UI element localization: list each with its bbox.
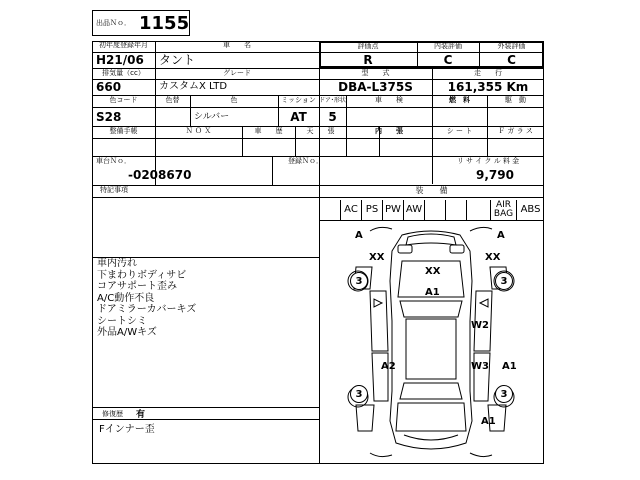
mark-fender-left: XX [369,252,385,263]
label-doors: ドア･形状 [319,97,346,104]
mark-right-door: W2 [471,320,489,331]
label-registration-no: 登録Ｎｏ． [288,157,323,165]
label-nox: Ｎ Ｏ Ｘ [185,127,212,135]
car-name: タント [159,53,196,67]
exterior-grade: C [507,53,516,67]
mark-rear-door-right: W3 [471,361,489,372]
label-transmission: ミッション [281,96,316,104]
equipment-ac: AC [340,200,361,220]
mark-front-left: A [355,230,363,241]
label-color-change: 色替 [165,96,180,104]
note-item: コアサポート歪み [97,281,177,292]
color-code: S28 [96,110,122,124]
interior-grade: C [443,53,453,67]
label-interior-grade: 内装評価 [434,42,462,50]
label-drive: 駆 動 [505,96,526,104]
grade: カスタムX LTD [159,81,228,92]
label-exterior-grade: 外装評価 [497,42,526,50]
label-equipment: 装 備 [415,186,448,195]
note-item: ドアミラーカバーキズ [97,304,197,315]
label-color-code: 色コード [109,96,138,104]
label-fuel: 燃 料 [449,96,470,104]
label-first-registration: 初年度登録年月 [99,41,148,49]
label-history: 車 歴 [254,127,283,135]
transmission: AT [290,110,307,124]
equipment-ps: PS [361,200,382,220]
label-front-glass: Ｆ ガ ラ ス [498,127,533,135]
label-headliner: 天 張 [306,127,335,135]
label-displacement: 排気量（cc） [102,69,145,77]
color: シルバー [194,112,230,122]
label-service-book: 整備手帳 [109,127,138,135]
doors: 5 [328,110,337,124]
label-chassis-no: 車台Ｎｏ． [96,157,131,165]
lot-number-box [92,10,190,36]
mark-rear-door-left: A2 [381,361,396,372]
label-inspection: 車 検 [375,96,403,104]
equipment-blank-1 [424,200,445,220]
tyre-rear-left: 3 [350,385,368,403]
tyre-rear-right: 3 [495,385,513,403]
equipment-blank-2 [445,200,466,220]
score: R [363,53,373,67]
label-score: 評価点 [357,42,379,50]
label-recycle-fee: リ サ イ ク ル 料 金 [456,157,520,165]
mark-hood: XX [425,266,441,277]
mark-roof: A1 [425,287,440,298]
lot-number: 1155 [139,13,190,34]
note-item: 下まわりボディサビ [97,269,187,281]
chassis-no: -0208670 [128,168,192,182]
repair-history-value: 有 [136,410,146,420]
mark-front-right: A [497,230,505,241]
repair-history-detail: Fインナー歪 [99,424,155,435]
label-grade: グレード [223,69,251,77]
car-damage-diagram [320,221,543,463]
recycle-fee: 9,790 [476,168,514,182]
equipment-airbag: AIR BAG [490,200,516,220]
label-color: 色 [230,96,238,104]
label-interior-lining: 内 張 [375,127,403,135]
special-notes-list [97,258,317,339]
label-mileage: 走 行 [474,69,502,77]
tyre-front-right: 3 [495,272,513,290]
label-model-code: 型 式 [361,69,390,77]
note-item: 外品A/Wキズ [97,327,157,338]
displacement: 660 [96,80,122,94]
equipment-blank-3 [466,200,490,220]
note-item: 車内汚れ [97,258,137,269]
mark-fender-right: XX [485,252,501,263]
mark-rear-bumper: A1 [481,416,496,427]
first-registration: H21/06 [96,53,144,67]
label-special-notes: 特記事項 [100,186,128,194]
note-item: シートシミ [97,315,147,327]
model-code: DBA-L375S [338,80,413,94]
note-item: A/C動作不良 [97,292,155,304]
label-seat: シ ー ト [446,127,473,135]
lot-number-label: 出品Ｎｏ． [96,19,131,27]
equipment-pw: PW [382,200,403,220]
equipment-aw: AW [403,200,424,220]
mileage: 161,355 Km [447,80,529,94]
mark-rear-quarter-right: A1 [502,361,517,372]
equipment-abs: ABS [516,200,544,220]
label-car-name: 車 名 [223,41,251,49]
label-repair-history: 修復歴 [102,410,123,418]
tyre-front-left: 3 [350,272,368,290]
